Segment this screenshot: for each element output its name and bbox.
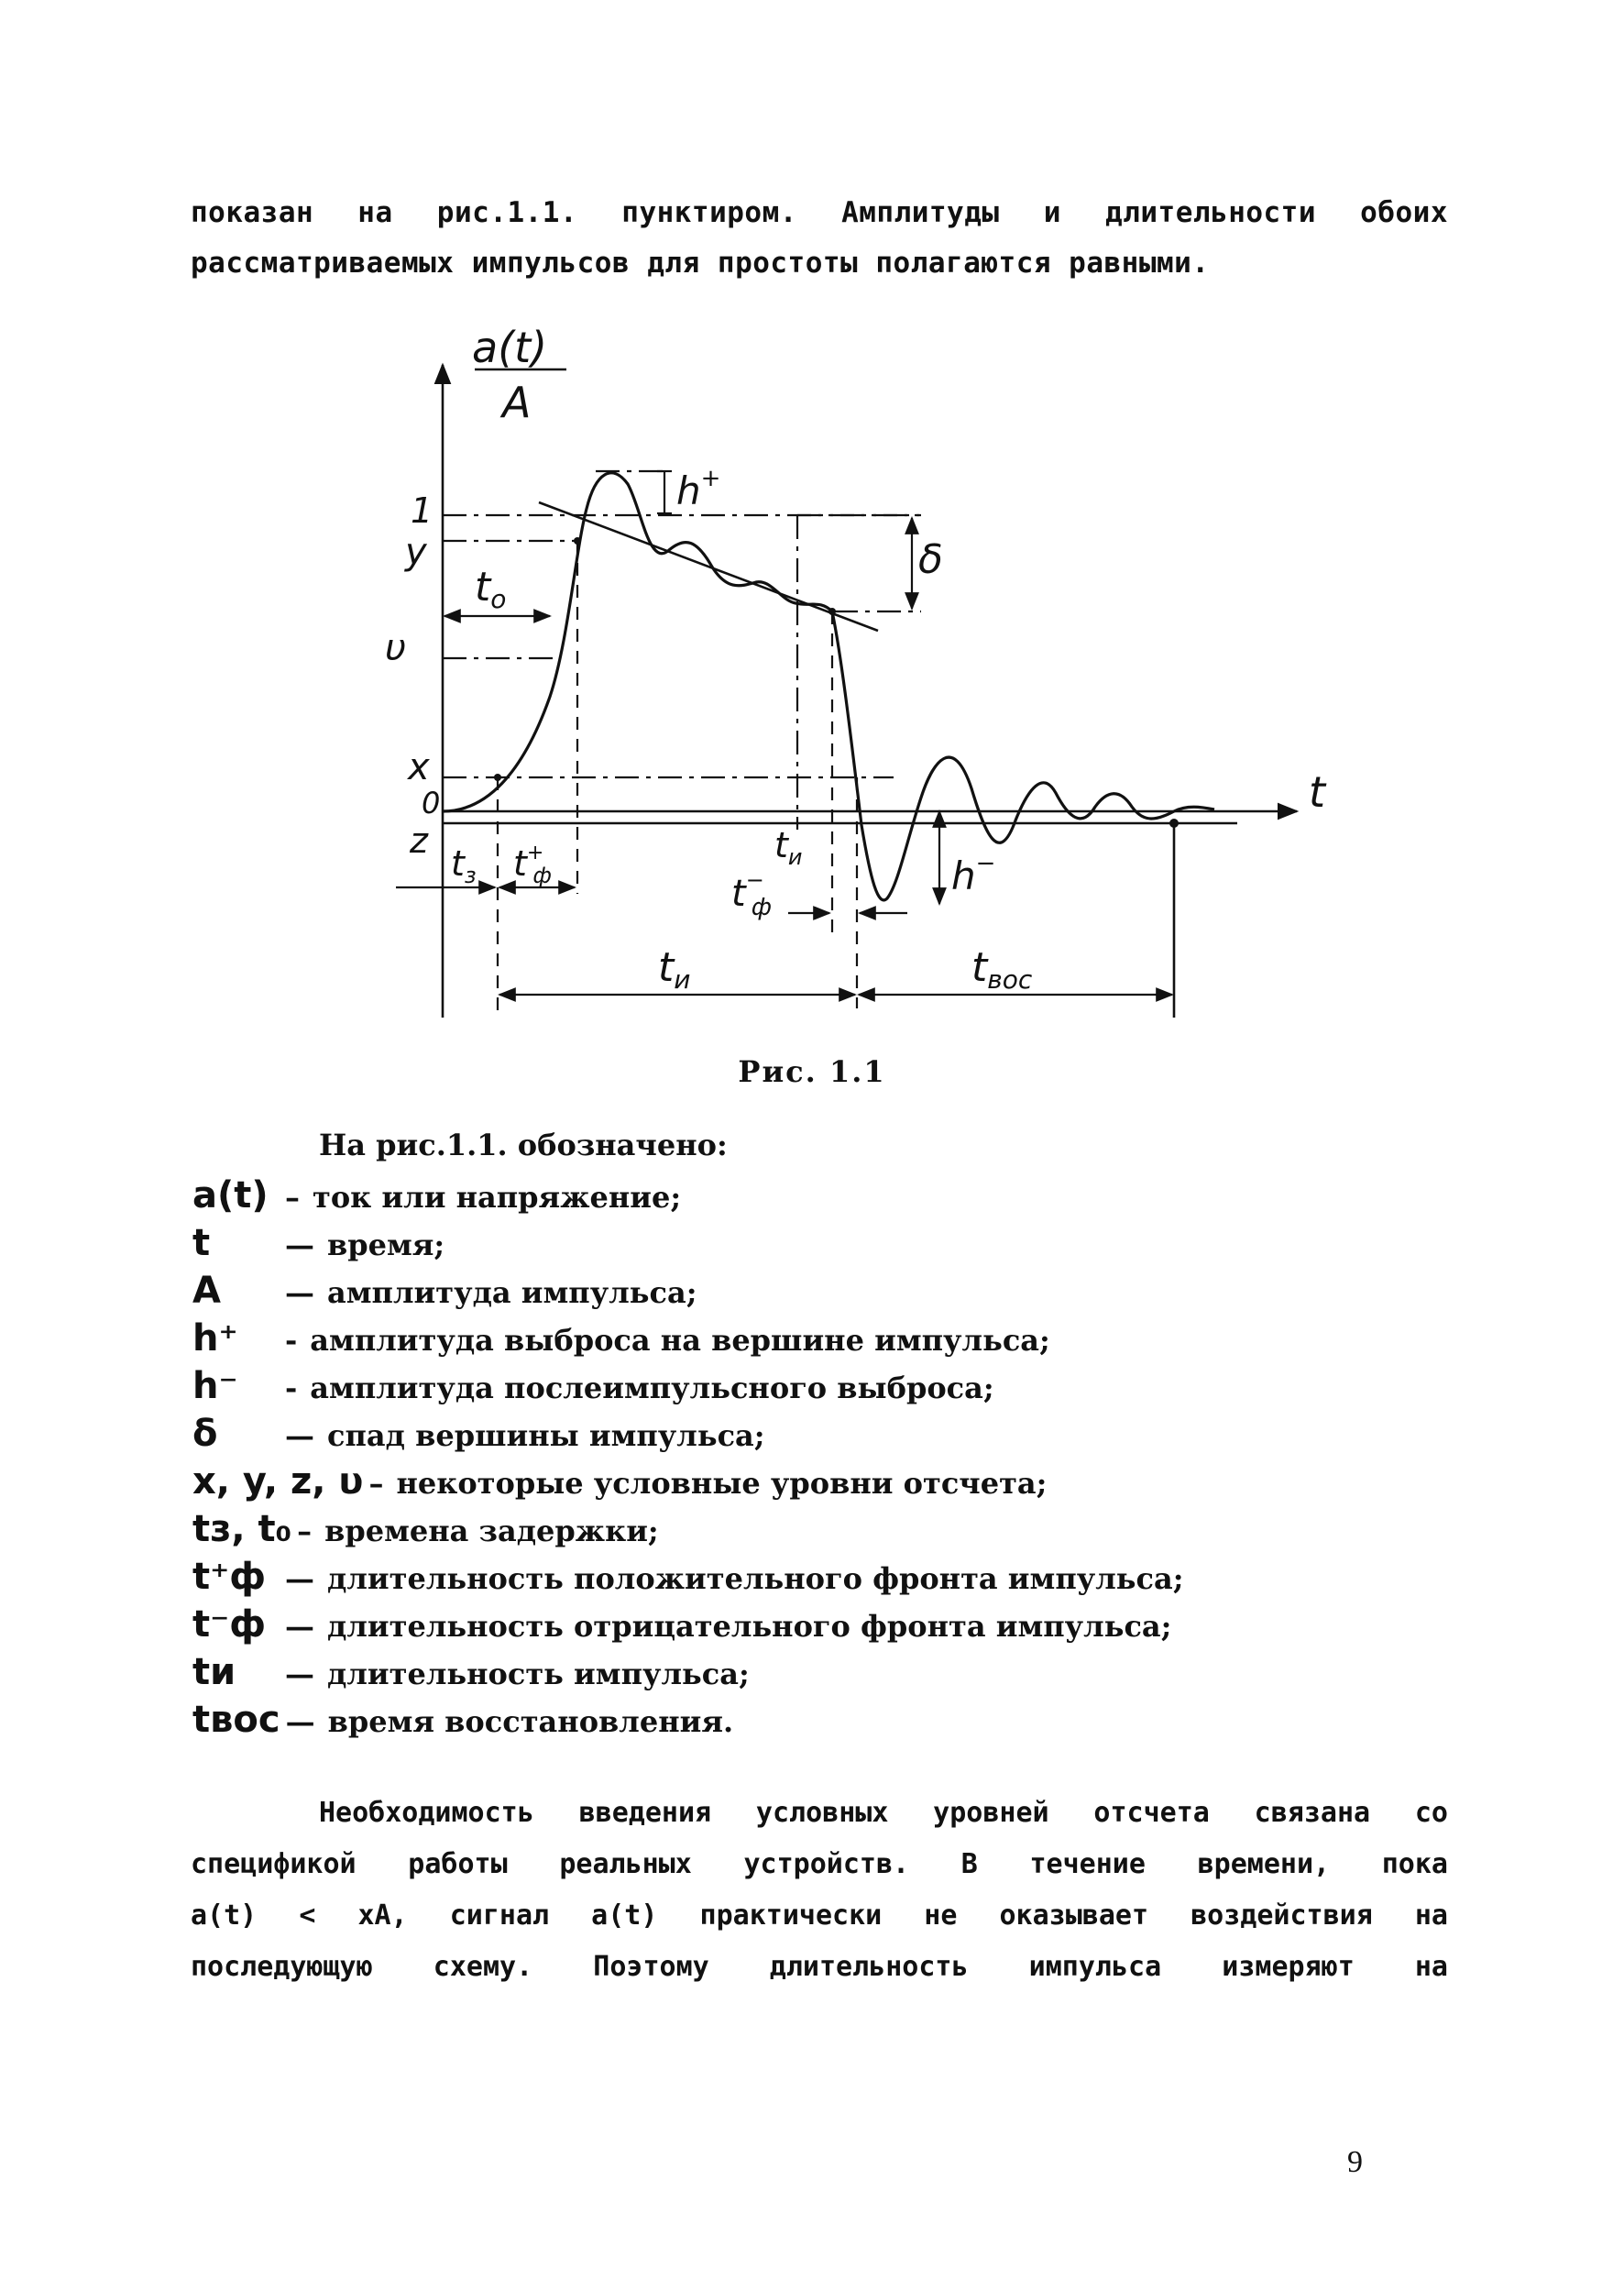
legend-symbol: t⁺ф xyxy=(192,1556,266,1598)
legend-separator: — xyxy=(285,1657,314,1691)
legend-separator: – xyxy=(368,1466,384,1501)
intro-line-2: рассматриваемых импульсов для простоты полагаются равными. xyxy=(191,247,1210,280)
legend-separator: – xyxy=(285,1180,300,1215)
level-1-label: 1 xyxy=(411,490,433,531)
legend-symbol: h⁻ xyxy=(192,1365,238,1407)
h-plus-label: h+ xyxy=(676,465,721,513)
figure-caption: Рис. 1.1 xyxy=(738,1054,886,1089)
delta-label: δ xyxy=(918,536,943,583)
paragraph-line-1: Необходимость введения условных уровней отсчета связана со xyxy=(319,1797,1448,1829)
legend-item xyxy=(192,1696,1457,1744)
legend-separator: — xyxy=(285,1275,314,1310)
intro-line-1: показан на рис.1.1. пунктиром. Амплитуды и длительности обоих xyxy=(191,196,1448,229)
t-rec-label: tвос xyxy=(971,944,1033,995)
legend-item xyxy=(192,1219,1457,1267)
point-y xyxy=(574,537,581,545)
legend-separator: — xyxy=(285,1228,314,1262)
point-rec xyxy=(1169,819,1179,828)
point-fall xyxy=(828,608,836,615)
body-paragraph xyxy=(191,1788,1448,1993)
legend-text: спад вершины импульса; xyxy=(327,1418,765,1453)
legend-text: время; xyxy=(327,1228,445,1262)
t-front-minus-label: t− ф xyxy=(731,867,773,921)
legend-text: длительность отрицательного фронта импульса; xyxy=(327,1609,1172,1644)
legend-text: время восстановления. xyxy=(327,1704,734,1739)
y-label-denominator: A xyxy=(502,378,532,427)
legend-text: длительность импульса; xyxy=(327,1657,750,1691)
y-label-numerator: a(t) xyxy=(472,323,548,372)
t-i-small-label: $t_и$ xyxy=(774,825,803,870)
legend-text: амплитуда послеимпульсного выброса; xyxy=(310,1371,994,1405)
h-minus-label: h− xyxy=(951,850,996,898)
legend-item xyxy=(192,1505,1457,1553)
legend-item xyxy=(192,1601,1457,1648)
t-delay-label: $t_з$ xyxy=(451,843,477,888)
level-0-label: 0 xyxy=(422,786,441,820)
legend-item xyxy=(192,1458,1457,1505)
legend-text: времена задержки; xyxy=(324,1514,659,1548)
legend-item xyxy=(192,1172,1457,1219)
legend-item xyxy=(192,1362,1457,1410)
paragraph-line-4: последующую схему. Поэтому длительность импульса измеряют на xyxy=(191,1951,1448,1983)
level-x-label: x xyxy=(408,746,430,788)
pulse-curve xyxy=(443,473,1214,900)
paragraph-line-3: a(t) < xA, сигнал a(t) практически не оказывает воздействия на xyxy=(191,1899,1448,1932)
legend-separator: — xyxy=(285,1418,314,1453)
legend-symbol: A xyxy=(192,1270,221,1312)
legend-text: длительность положительного фронта импульса; xyxy=(327,1561,1184,1596)
legend-symbol: a(t) xyxy=(192,1174,269,1217)
level-y-label: y xyxy=(405,531,427,573)
legend-item xyxy=(192,1553,1457,1601)
legend-list xyxy=(192,1118,1457,1744)
legend-symbol: x, y, z, υ xyxy=(192,1460,364,1503)
legend-text: некоторые условные уровни отсчета; xyxy=(396,1466,1048,1501)
page-number: 9 xyxy=(1347,2145,1363,2179)
legend-symbol: t⁻ф xyxy=(192,1603,266,1646)
legend-text: ток или напряжение; xyxy=(313,1180,682,1215)
t0-label: to xyxy=(475,564,507,614)
legend-item xyxy=(192,1315,1457,1362)
level-v-label: υ xyxy=(385,627,407,669)
legend-separator: — xyxy=(285,1561,314,1596)
legend-title: На рис.1.1. обозначено: xyxy=(319,1128,728,1162)
legend-separator: – xyxy=(297,1514,313,1548)
paragraph-line-2: спецификой работы реальных устройств. В течение времени, пока xyxy=(191,1848,1448,1880)
legend-item xyxy=(192,1410,1457,1458)
legend-symbol: δ xyxy=(192,1413,218,1455)
legend-text: амплитуда выброса на вершине импульса; xyxy=(310,1323,1050,1358)
legend-symbol: tвос xyxy=(192,1699,280,1741)
legend-separator: — xyxy=(285,1704,315,1739)
delta-tangent xyxy=(539,502,878,631)
t-front-plus-label: t+ ф xyxy=(513,842,552,888)
legend-separator: - xyxy=(285,1323,298,1358)
legend-item xyxy=(192,1267,1457,1315)
legend-item xyxy=(192,1648,1457,1696)
legend-symbol: h⁺ xyxy=(192,1317,238,1360)
pulse-figure xyxy=(0,0,1624,1063)
legend-symbol: tи xyxy=(192,1651,236,1693)
x-axis-label: t xyxy=(1309,767,1326,817)
legend-symbol: t xyxy=(192,1222,211,1264)
legend-separator: - xyxy=(285,1371,298,1405)
legend-text: амплитуда импульса; xyxy=(327,1275,697,1310)
legend-symbol: tз, t₀ xyxy=(192,1508,292,1550)
legend-separator: — xyxy=(285,1609,314,1644)
level-z-label: z xyxy=(410,820,428,861)
point-x xyxy=(494,774,501,781)
t-i-big-label: tи xyxy=(658,944,691,995)
